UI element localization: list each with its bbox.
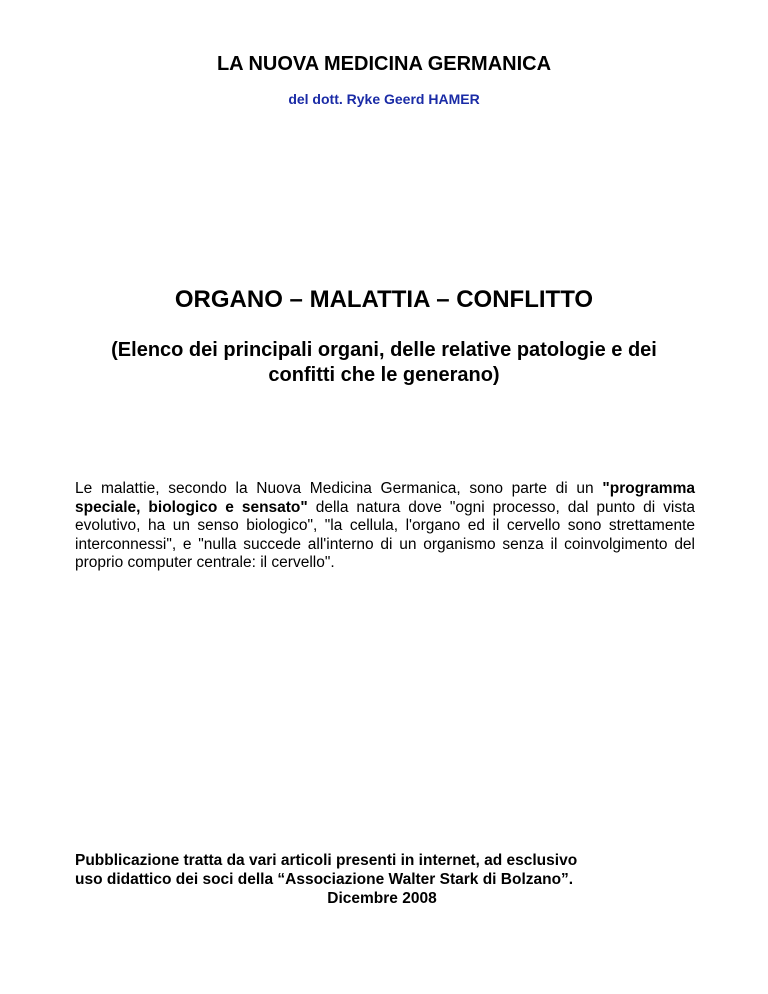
footer-line-2: uso didattico dei soci della “Associazione Walter Stark di Bolzano”.	[75, 871, 574, 888]
footer-date: Dicembre 2008	[327, 890, 437, 907]
footer-note	[75, 851, 695, 908]
intro-text-before: Le malattie, secondo la Nuova Medicina Germanica, sono parte di un	[75, 480, 603, 497]
footer-line-1: Pubblicazione tratta da vari articoli presenti in internet, ad esclusivo	[75, 852, 578, 869]
intro-paragraph	[75, 480, 695, 573]
main-subtitle: (Elenco dei principali organi, delle relative patologie e dei confitti che le generano)	[111, 339, 657, 386]
intro-emphasis: "programma speciale, biologico e sensato"	[75, 480, 695, 516]
main-title: ORGANO – MALATTIA – CONFLITTO	[174, 286, 594, 313]
header-title: LA NUOVA MEDICINA GERMANICA	[216, 53, 552, 75]
header-subtitle: del dott. Ryke Geerd HAMER	[288, 91, 480, 107]
intro-text-after: della natura dove "ogni processo, dal punto di vista evolutivo, ha un senso biologico", "la cellula, l'organo ed il cervello sono strettamente interconnessi", e "nulla succede all'interno di un organismo senza il coinvolgimento del proprio computer centrale: il cervello".	[75, 498, 695, 571]
